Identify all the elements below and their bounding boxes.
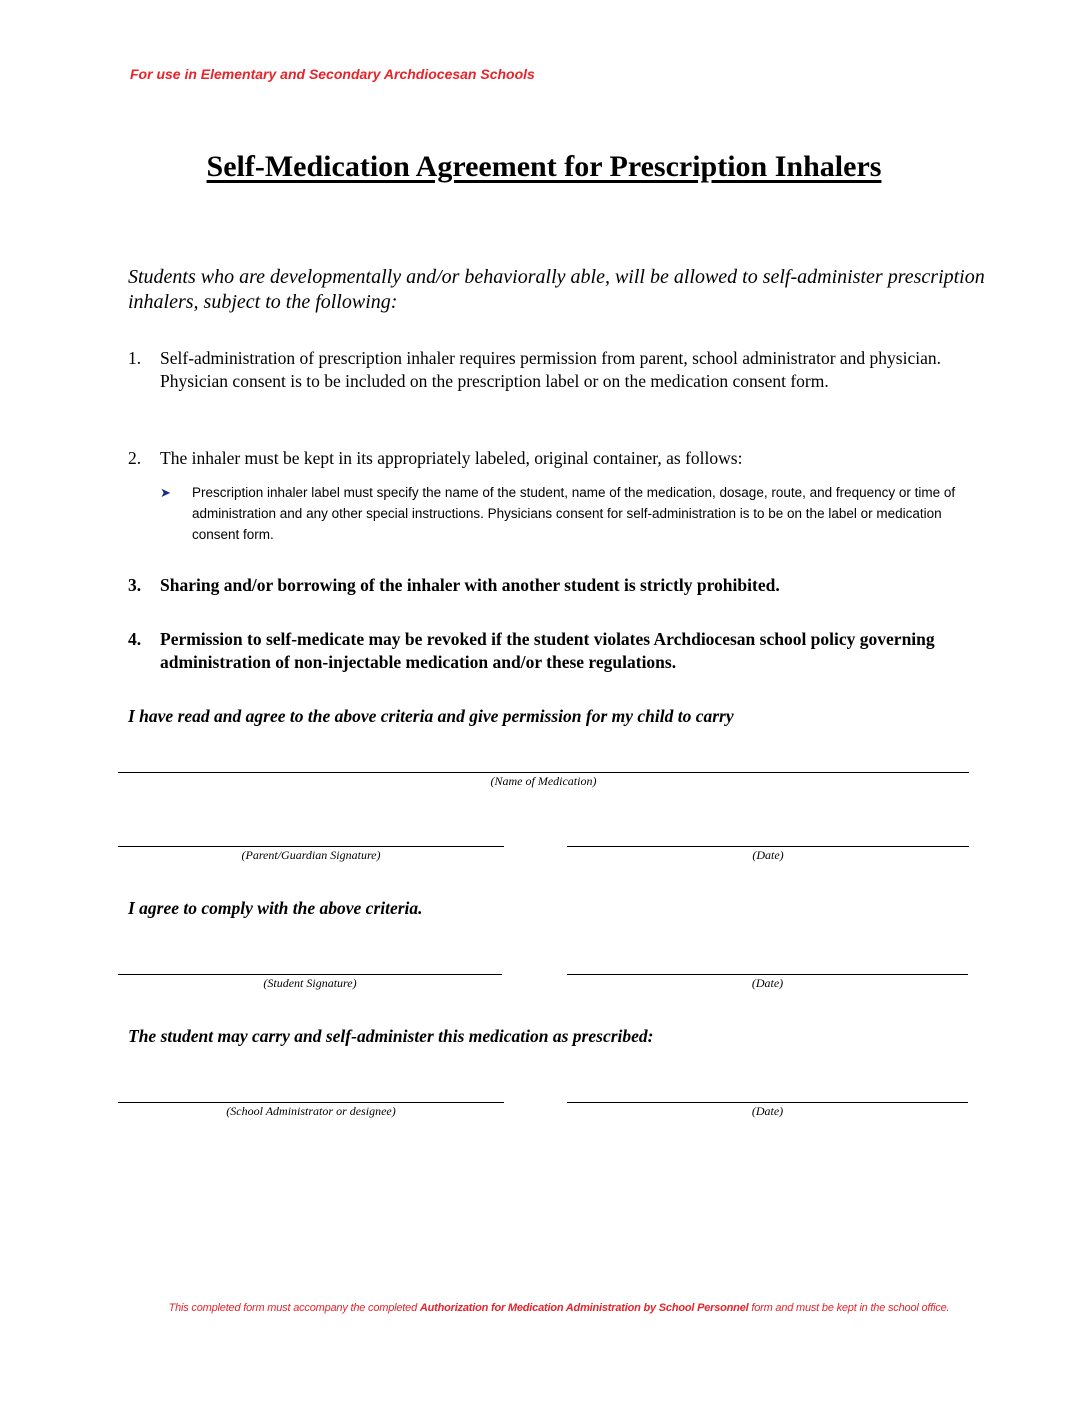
parent-signature-field[interactable]	[118, 846, 504, 847]
footer-note-text: This completed form must accompany the completed	[168, 1302, 420, 1314]
list-item-text: Self-administration of prescription inhaler requires permission from parent, school administrator and physician. Physician consent is to be included on the prescription label or on the medication consent form.	[160, 348, 941, 391]
parent-signature-caption: (Parent/Guardian Signature)	[241, 848, 381, 862]
admin-date-caption: (Date)	[751, 1104, 784, 1118]
footer-form-name: Authorization for Medication Administration by School Personnel	[419, 1302, 749, 1314]
medication-name-field[interactable]	[118, 772, 969, 773]
admin-signature-caption: (School Administrator or designee)	[226, 1104, 396, 1118]
page-title: Self-Medication Agreement for Prescription Inhalers	[206, 150, 882, 183]
student-signature-caption: (Student Signature)	[263, 976, 357, 990]
arrow-bullet-icon: ➤	[160, 485, 171, 500]
list-item-text: Sharing and/or borrowing of the inhaler with another student is strictly prohibited.	[160, 575, 780, 595]
student-date-field[interactable]	[567, 974, 968, 975]
list-item-number: 3.	[128, 575, 142, 595]
sub-bullet-text: Prescription inhaler label must specify the name of the student, name of the medication, dosage, route, and frequency or time of administration and any other special instructions. Physicians consent for self-administration is to be on the label or medication consent form.	[192, 485, 956, 542]
footer-note-text-end: form and must be kept in the school office.	[748, 1302, 950, 1314]
medication-name-caption: (Name of Medication)	[490, 774, 597, 788]
intro-paragraph: Students who are developmentally and/or behaviorally able, will be allowed to self-administer prescription inhalers, subject to the following:	[128, 266, 985, 313]
footer-note	[0, 1302, 1088, 1314]
parent-agreement-statement: I have read and agree to the above criteria and give permission for my child to carry	[128, 706, 734, 726]
list-item-number: 2.	[128, 448, 142, 468]
parent-date-field[interactable]	[567, 846, 969, 847]
student-date-caption: (Date)	[751, 976, 784, 990]
admin-approval-statement: The student may carry and self-administer this medication as prescribed:	[128, 1026, 654, 1046]
student-agreement-statement: I agree to comply with the above criteria.	[128, 898, 423, 918]
list-item-number: 4.	[128, 629, 142, 649]
list-item-number: 1.	[128, 348, 142, 368]
parent-date-caption: (Date)	[752, 848, 784, 862]
admin-date-field[interactable]	[567, 1102, 968, 1103]
student-signature-field[interactable]	[118, 974, 502, 975]
header-note: For use in Elementary and Secondary Archdiocesan Schools	[130, 66, 535, 82]
admin-signature-field[interactable]	[118, 1102, 504, 1103]
list-item-text: The inhaler must be kept in its appropriately labeled, original container, as follows:	[160, 448, 743, 468]
list-item-text: Permission to self-medicate may be revoked if the student violates Archdiocesan school policy governing administration of non-injectable medication and/or these regulations.	[160, 629, 935, 672]
